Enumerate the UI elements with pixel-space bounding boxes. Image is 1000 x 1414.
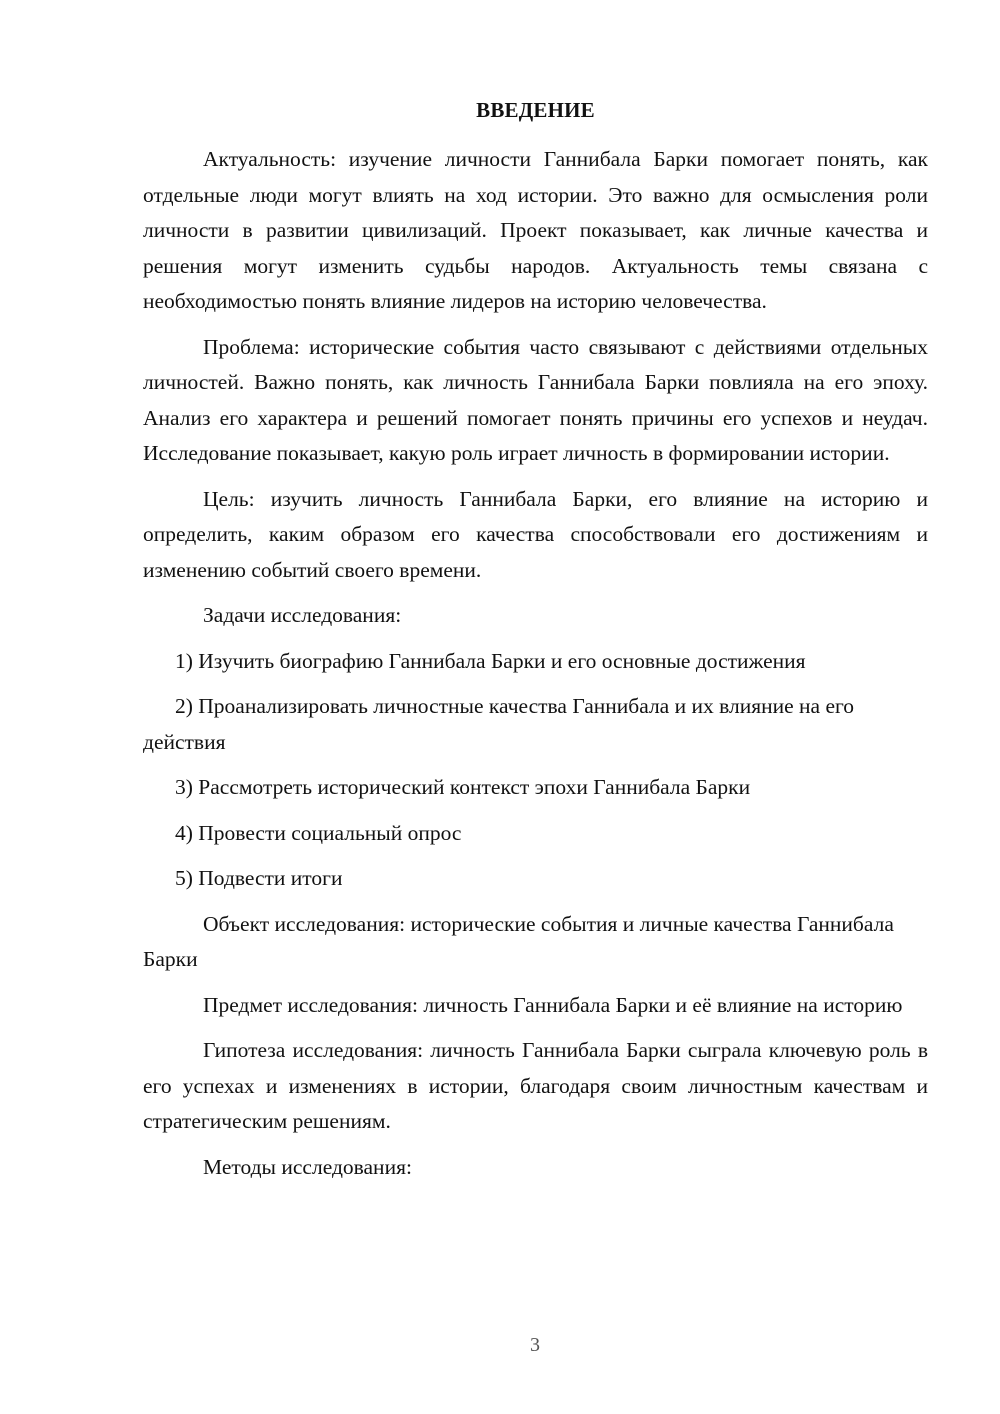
- task-item: 2) Проанализировать личностные качества Ганнибала и их влияние на его действия: [143, 694, 855, 754]
- task-item: 1) Изучить биографию Ганнибала Барки и его основные достижения: [175, 648, 806, 673]
- methods-heading: Методы исследования:: [203, 1154, 412, 1179]
- page-number: 3: [530, 1334, 540, 1356]
- problem-paragraph: Проблема: исторические события часто связывают с действиями отдельных личностей. Важно понять, как личность Ганнибала Барки повлияла на его эпоху. Анализ его характера и решений помогает понять причины его успехов и неудач. Исследование показывает, какую роль играет личность в формировании истории.: [143, 334, 928, 465]
- goal-paragraph: Цель: изучить личность Ганнибала Барки, его влияние на историю и определить, каким образом его качества способствовали его достижениям и изменению событий своего времени.: [143, 486, 928, 582]
- document-body: [143, 142, 928, 1195]
- subject-paragraph: Предмет исследования: личность Ганнибала Барки и её влияние на историю: [203, 992, 903, 1017]
- task-item: 4) Провести социальный опрос: [175, 820, 462, 845]
- object-paragraph: Объект исследования: исторические события и личные качества Ганнибала Барки: [143, 911, 894, 971]
- relevance-paragraph: Актуальность: изучение личности Ганнибала Барки помогает понять, как отдельные люди могут влиять на ход истории. Это важно для осмысления роли личности в развитии цивилизаций. Проект показывает, как личные качества и решения могут изменить судьбы народов. Актуальность темы связана с необходимостью понять влияние лидеров на историю человечества.: [143, 147, 928, 313]
- hypothesis-paragraph: Гипотеза исследования: личность Ганнибала Барки сыграла ключевую роль в его успехах и изменениях в истории, благодаря своим личностным качествам и стратегическим решениям.: [143, 1038, 928, 1133]
- page-title: ВВЕДЕНИЕ: [476, 98, 595, 122]
- task-item: 5) Подвести итоги: [175, 866, 343, 890]
- tasks-heading: Задачи исследования:: [203, 603, 402, 627]
- task-item: 3) Рассмотреть исторический контекст эпохи Ганнибала Барки: [175, 775, 751, 799]
